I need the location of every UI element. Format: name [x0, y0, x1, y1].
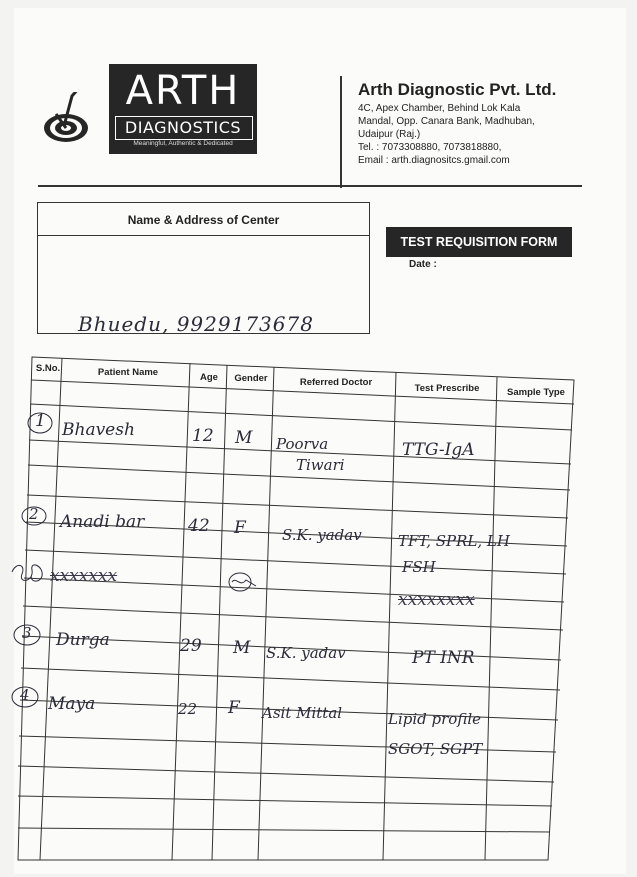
row1-sno: 1 [35, 411, 46, 431]
date-label: Date : [409, 259, 437, 270]
row3-age: 29 [180, 636, 202, 656]
logo-name: ARTH [125, 68, 241, 114]
row2-doctor: S.K. yadav [282, 526, 362, 544]
row1-doctor: Poorva [276, 435, 329, 453]
row4-sno: 4 [20, 686, 30, 704]
row2-age: 42 [188, 516, 210, 536]
col-header-age: Age [200, 372, 218, 383]
row2-patient-name: Anadi bar [60, 512, 145, 532]
row4-age: 22 [178, 700, 198, 718]
row2-test: TFT, SPRL, LH [398, 532, 510, 550]
col-header-test-prescribe: Test Prescribe [414, 383, 480, 394]
row4-doctor: Asit Mittal [262, 704, 343, 722]
logo-sub: DIAGNOSTICS [124, 118, 242, 137]
row4-patient-name: Maya [48, 694, 96, 714]
scribble-mark-icon [8, 560, 48, 586]
row1-patient-name: Bhavesh [62, 420, 135, 440]
row3-test: PT INR [412, 648, 475, 668]
col-header-referred-doctor: Referred Doctor [299, 377, 373, 388]
company-name: Arth Diagnostic Pvt. Ltd. [358, 80, 557, 99]
company-address: 4C, Apex Chamber, Behind Lok Kala Mandal, Opp. Canara Bank, Madhuban, Udaipur (Raj.) Tel. : 7073308880, 7073818880, Email : arth.diagnositcs.gmail.com [358, 103, 535, 166]
logo-tagline: Meaningful, Authentic & Dedicated [133, 140, 233, 147]
col-header-sno: S.No. [35, 363, 61, 374]
row2-gender: F [234, 518, 246, 538]
scribble-mark-icon [226, 570, 258, 594]
row4-gender: F [228, 698, 240, 718]
form-title: TEST REQUISITION FORM [386, 227, 572, 257]
row-struck-test: xxxxxxxx [398, 590, 475, 610]
row4-test-line2: SGOT, SGPT [388, 740, 483, 758]
row3-gender: M [233, 638, 251, 658]
row3-patient-name: Durga [56, 630, 110, 650]
row1-doctor-line2: Tiwari [296, 456, 345, 474]
row4-test: Lipid profile [388, 710, 482, 728]
col-header-patient-name: Patient Name [97, 367, 159, 378]
center-handwritten-entry: Bhuedu, 9929173678 [78, 312, 314, 336]
row1-gender: M [235, 428, 253, 448]
row3-doctor: S.K. yadav [266, 644, 346, 662]
center-heading: Name & Address of Center [38, 203, 369, 236]
row2-test-line2: FSH [402, 558, 436, 576]
row-struck-name: xxxxxxx [50, 566, 118, 586]
row3-sno: 3 [22, 624, 32, 642]
col-header-gender: Gender [234, 373, 268, 384]
row1-test: TTG-IgA [402, 440, 475, 460]
row1-age: 12 [192, 426, 214, 446]
col-header-sample-type: Sample Type [507, 387, 565, 398]
row2-sno: 2 [29, 505, 39, 523]
